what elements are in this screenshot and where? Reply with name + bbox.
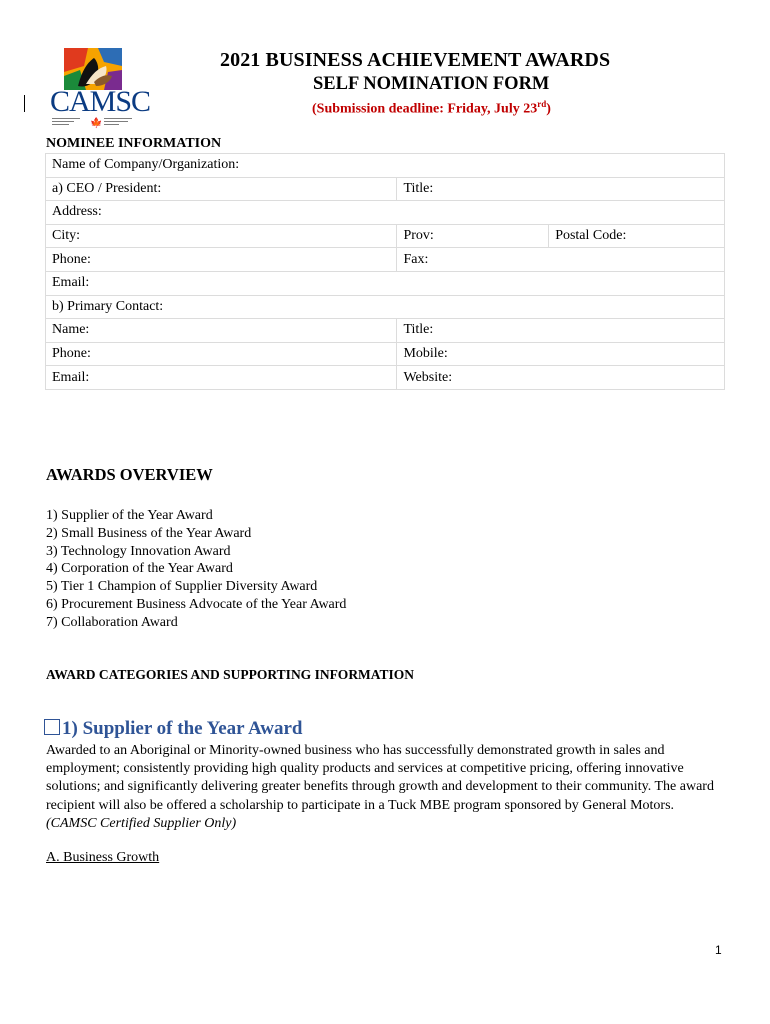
list-item: 5) Tier 1 Champion of Supplier Diversity Award bbox=[46, 579, 318, 595]
submission-deadline bbox=[312, 99, 551, 118]
fax-field[interactable]: Fax: bbox=[397, 248, 725, 272]
phone-field[interactable]: Phone: bbox=[46, 248, 397, 272]
maple-leaf-icon: 🍁 bbox=[90, 118, 103, 129]
award-1-eligibility-note: (CAMSC Certified Supplier Only) bbox=[46, 815, 237, 831]
table-row bbox=[46, 154, 725, 178]
text-cursor bbox=[24, 95, 25, 112]
ceo-field[interactable]: a) CEO / President: bbox=[46, 177, 397, 201]
logo-wordmark: CAMSC bbox=[50, 85, 151, 118]
address-field[interactable]: Address: bbox=[46, 201, 725, 225]
table-row bbox=[46, 319, 725, 343]
logo-tagline-en bbox=[52, 118, 80, 126]
list-item: 6) Procurement Business Advocate of the Year Award bbox=[46, 596, 347, 612]
list-item: 3) Technology Innovation Award bbox=[46, 543, 231, 559]
postal-code-field[interactable]: Postal Code: bbox=[549, 224, 725, 248]
deadline-ordinal: rd bbox=[537, 99, 547, 109]
nominee-section-heading: NOMINEE INFORMATION bbox=[46, 136, 222, 151]
contact-email-field[interactable]: Email: bbox=[46, 366, 397, 390]
table-row bbox=[46, 271, 725, 295]
contact-mobile-field[interactable]: Mobile: bbox=[397, 342, 725, 366]
camsc-logo bbox=[50, 48, 150, 128]
list-item: 2) Small Business of the Year Award bbox=[46, 525, 252, 541]
deadline-text: (Submission deadline: Friday, July 23 bbox=[312, 101, 538, 117]
table-row bbox=[46, 177, 725, 201]
province-field[interactable]: Prov: bbox=[397, 224, 549, 248]
contact-name-field[interactable]: Name: bbox=[46, 319, 397, 343]
city-field[interactable]: City: bbox=[46, 224, 397, 248]
table-row bbox=[46, 248, 725, 272]
award-1-description-text: Awarded to an Aboriginal or Minority-owned business who has successfully demonstrated growth in sales and employment; consistently providing high quality products and services at competitive pricing, offering innovative solutions; and significantly delivering greater benefits through growth and development to their community. The award recipient will also be offered a scholarship to participate in a Tuck MBE program sponsored by General Motors. bbox=[46, 743, 714, 813]
award-1-title: 1) Supplier of the Year Award bbox=[62, 718, 303, 739]
page-number: 1 bbox=[715, 943, 722, 957]
company-name-field[interactable]: Name of Company/Organization: bbox=[46, 154, 725, 178]
business-growth-subsection: A. Business Growth bbox=[46, 850, 160, 865]
camsc-hands-logo-icon bbox=[64, 48, 122, 90]
award-1-description bbox=[46, 742, 726, 833]
awards-overview-heading: AWARDS OVERVIEW bbox=[46, 465, 213, 484]
list-item: 1) Supplier of the Year Award bbox=[46, 508, 213, 523]
table-row bbox=[46, 224, 725, 248]
email-field[interactable]: Email: bbox=[46, 271, 725, 295]
contact-title-field[interactable]: Title: bbox=[397, 319, 725, 343]
ceo-title-field[interactable]: Title: bbox=[397, 177, 725, 201]
contact-website-field[interactable]: Website: bbox=[397, 366, 725, 390]
award-1-heading bbox=[44, 718, 303, 740]
contact-phone-field[interactable]: Phone: bbox=[46, 342, 397, 366]
list-item: 4) Corporation of the Year Award bbox=[46, 561, 233, 577]
award-categories-heading: AWARD CATEGORIES AND SUPPORTING INFORMATION bbox=[46, 667, 415, 682]
primary-contact-label: b) Primary Contact: bbox=[46, 295, 725, 319]
form-subtitle: SELF NOMINATION FORM bbox=[313, 74, 550, 94]
award-1-checkbox[interactable] bbox=[44, 719, 60, 735]
table-row bbox=[46, 366, 725, 390]
page-title: 2021 BUSINESS ACHIEVEMENT AWARDS bbox=[220, 49, 611, 71]
table-row bbox=[46, 295, 725, 319]
nominee-info-table bbox=[45, 153, 725, 390]
list-item: 7) Collaboration Award bbox=[46, 614, 178, 630]
awards-list bbox=[46, 507, 346, 632]
logo-tagline-fr bbox=[104, 118, 132, 126]
deadline-close: ) bbox=[546, 101, 551, 117]
table-row bbox=[46, 342, 725, 366]
table-row bbox=[46, 201, 725, 225]
